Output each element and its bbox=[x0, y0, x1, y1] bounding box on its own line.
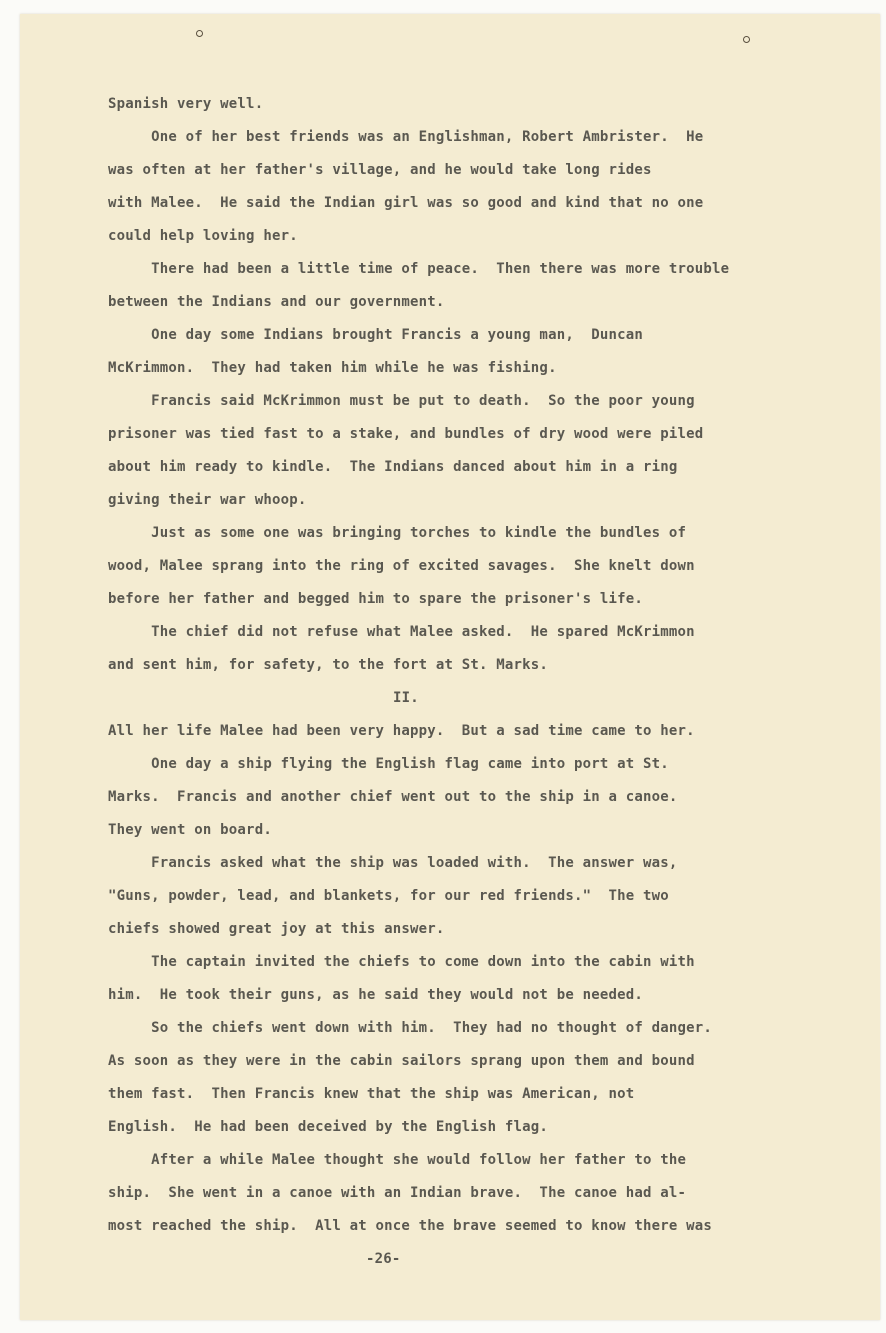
text-line: As soon as they were in the cabin sailors sprang upon them and bound bbox=[108, 1053, 695, 1069]
text-line: McKrimmon. They had taken him while he was fishing. bbox=[108, 360, 557, 376]
text-line: ship. She went in a canoe with an Indian brave. The canoe had al- bbox=[108, 1185, 687, 1201]
punch-hole-left bbox=[196, 30, 203, 37]
text-line: One of her best friends was an Englishman, Robert Ambrister. He bbox=[108, 129, 704, 145]
text-line: and sent him, for safety, to the fort at St. Marks. bbox=[108, 657, 549, 673]
text-line: was often at her father's village, and he would take long rides bbox=[108, 162, 652, 178]
text-line: After a while Malee thought she would follow her father to the bbox=[108, 1152, 687, 1168]
text-line: Marks. Francis and another chief went out to the ship in a canoe. bbox=[108, 789, 678, 805]
text-line: them fast. Then Francis knew that the ship was American, not bbox=[108, 1086, 635, 1102]
text-line: All her life Malee had been very happy. But a sad time came to her. bbox=[108, 723, 695, 739]
text-line: wood, Malee sprang into the ring of excited savages. She knelt down bbox=[108, 558, 695, 574]
text-line: Francis said McKrimmon must be put to death. So the poor young bbox=[108, 393, 695, 409]
text-line: about him ready to kindle. The Indians danced about him in a ring bbox=[108, 459, 678, 475]
text-line: giving their war whoop. bbox=[108, 492, 307, 508]
text-line: could help loving her. bbox=[108, 228, 298, 244]
text-line: Just as some one was bringing torches to kindle the bundles of bbox=[108, 525, 687, 541]
text-line: him. He took their guns, as he said they would not be needed. bbox=[108, 987, 643, 1003]
text-line: One day a ship flying the English flag came into port at St. bbox=[108, 756, 669, 772]
text-line: most reached the ship. All at once the brave seemed to know there was bbox=[108, 1218, 713, 1234]
text-line: The chief did not refuse what Malee asked. He spared McKrimmon bbox=[108, 624, 695, 640]
text-line: One day some Indians brought Francis a young man, Duncan bbox=[108, 327, 643, 343]
text-line: prisoner was tied fast to a stake, and bundles of dry wood were piled bbox=[108, 426, 704, 442]
text-line: chiefs showed great joy at this answer. bbox=[108, 921, 445, 937]
page-number: -26- bbox=[366, 1251, 401, 1267]
text-line: English. He had been deceived by the English flag. bbox=[108, 1119, 549, 1135]
text-line: with Malee. He said the Indian girl was so good and kind that no one bbox=[108, 195, 704, 211]
text-line: There had been a little time of peace. Then there was more trouble bbox=[108, 261, 730, 277]
punch-hole-right bbox=[743, 36, 750, 43]
text-line: So the chiefs went down with him. They had no thought of danger. bbox=[108, 1020, 713, 1036]
text-line: before her father and begged him to spare the prisoner's life. bbox=[108, 591, 643, 607]
text-line: "Guns, powder, lead, and blankets, for our red friends." The two bbox=[108, 888, 669, 904]
text-line: between the Indians and our government. bbox=[108, 294, 445, 310]
text-line: They went on board. bbox=[108, 822, 272, 838]
page-body bbox=[108, 88, 828, 1276]
text-line: Francis asked what the ship was loaded with. The answer was, bbox=[108, 855, 678, 871]
section-heading: II. bbox=[393, 690, 419, 706]
text-line: Spanish very well. bbox=[108, 96, 264, 112]
text-line: The captain invited the chiefs to come down into the cabin with bbox=[108, 954, 695, 970]
